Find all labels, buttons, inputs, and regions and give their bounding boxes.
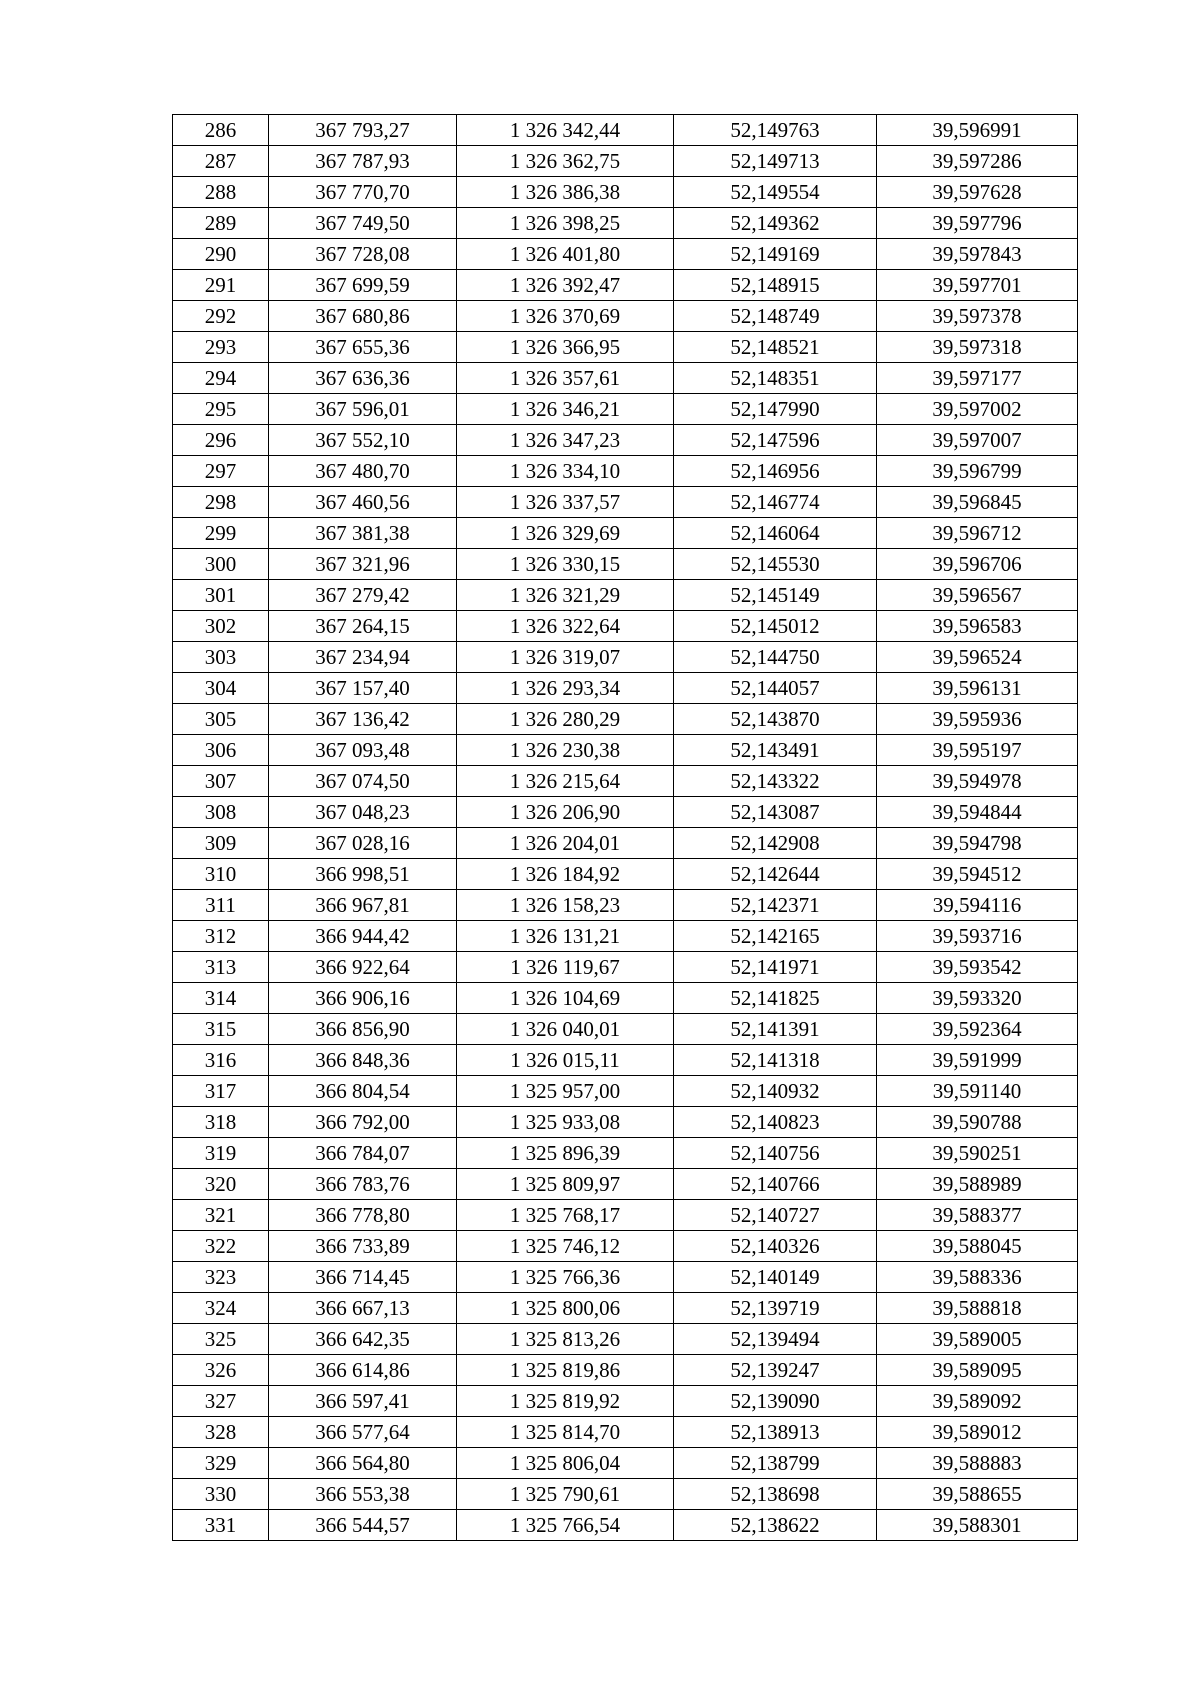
longitude-cell: 39,588883 xyxy=(877,1448,1078,1479)
latitude-cell: 52,149554 xyxy=(674,177,877,208)
x-coordinate-cell: 366 614,86 xyxy=(269,1355,457,1386)
longitude-cell: 39,588818 xyxy=(877,1293,1078,1324)
x-coordinate-cell: 366 577,64 xyxy=(269,1417,457,1448)
x-coordinate-cell: 367 793,27 xyxy=(269,115,457,146)
longitude-cell: 39,596567 xyxy=(877,580,1078,611)
x-coordinate-cell: 366 564,80 xyxy=(269,1448,457,1479)
x-coordinate-cell: 366 778,80 xyxy=(269,1200,457,1231)
x-coordinate-cell: 367 655,36 xyxy=(269,332,457,363)
y-coordinate-cell: 1 326 330,15 xyxy=(457,549,674,580)
point-number-cell: 312 xyxy=(173,921,269,952)
x-coordinate-cell: 366 998,51 xyxy=(269,859,457,890)
longitude-cell: 39,596991 xyxy=(877,115,1078,146)
longitude-cell: 39,596131 xyxy=(877,673,1078,704)
table-row xyxy=(173,239,1078,270)
table-row xyxy=(173,1045,1078,1076)
longitude-cell: 39,596845 xyxy=(877,487,1078,518)
table-row xyxy=(173,146,1078,177)
x-coordinate-cell: 367 264,15 xyxy=(269,611,457,642)
table-row xyxy=(173,1138,1078,1169)
longitude-cell: 39,590251 xyxy=(877,1138,1078,1169)
latitude-cell: 52,145530 xyxy=(674,549,877,580)
longitude-cell: 39,589095 xyxy=(877,1355,1078,1386)
latitude-cell: 52,138799 xyxy=(674,1448,877,1479)
x-coordinate-cell: 366 944,42 xyxy=(269,921,457,952)
point-number-cell: 298 xyxy=(173,487,269,518)
latitude-cell: 52,143870 xyxy=(674,704,877,735)
latitude-cell: 52,149362 xyxy=(674,208,877,239)
point-number-cell: 290 xyxy=(173,239,269,270)
table-row xyxy=(173,394,1078,425)
table-row xyxy=(173,766,1078,797)
x-coordinate-cell: 366 967,81 xyxy=(269,890,457,921)
x-coordinate-cell: 367 074,50 xyxy=(269,766,457,797)
longitude-cell: 39,595936 xyxy=(877,704,1078,735)
y-coordinate-cell: 1 325 790,61 xyxy=(457,1479,674,1510)
table-row xyxy=(173,270,1078,301)
point-number-cell: 305 xyxy=(173,704,269,735)
table-row xyxy=(173,518,1078,549)
y-coordinate-cell: 1 326 392,47 xyxy=(457,270,674,301)
point-number-cell: 318 xyxy=(173,1107,269,1138)
table-row xyxy=(173,797,1078,828)
longitude-cell: 39,591140 xyxy=(877,1076,1078,1107)
x-coordinate-cell: 367 460,56 xyxy=(269,487,457,518)
table-row xyxy=(173,1200,1078,1231)
longitude-cell: 39,589012 xyxy=(877,1417,1078,1448)
table-row xyxy=(173,115,1078,146)
latitude-cell: 52,147990 xyxy=(674,394,877,425)
table-row xyxy=(173,1510,1078,1541)
table-row xyxy=(173,952,1078,983)
point-number-cell: 304 xyxy=(173,673,269,704)
y-coordinate-cell: 1 326 346,21 xyxy=(457,394,674,425)
latitude-cell: 52,140326 xyxy=(674,1231,877,1262)
point-number-cell: 323 xyxy=(173,1262,269,1293)
x-coordinate-cell: 367 480,70 xyxy=(269,456,457,487)
x-coordinate-cell: 366 597,41 xyxy=(269,1386,457,1417)
y-coordinate-cell: 1 325 896,39 xyxy=(457,1138,674,1169)
table-row xyxy=(173,1169,1078,1200)
point-number-cell: 308 xyxy=(173,797,269,828)
x-coordinate-cell: 366 792,00 xyxy=(269,1107,457,1138)
y-coordinate-cell: 1 326 119,67 xyxy=(457,952,674,983)
x-coordinate-cell: 367 770,70 xyxy=(269,177,457,208)
latitude-cell: 52,140766 xyxy=(674,1169,877,1200)
x-coordinate-cell: 366 856,90 xyxy=(269,1014,457,1045)
longitude-cell: 39,594512 xyxy=(877,859,1078,890)
latitude-cell: 52,139090 xyxy=(674,1386,877,1417)
longitude-cell: 39,596524 xyxy=(877,642,1078,673)
longitude-cell: 39,597378 xyxy=(877,301,1078,332)
x-coordinate-cell: 366 848,36 xyxy=(269,1045,457,1076)
y-coordinate-cell: 1 325 806,04 xyxy=(457,1448,674,1479)
latitude-cell: 52,146956 xyxy=(674,456,877,487)
x-coordinate-cell: 367 596,01 xyxy=(269,394,457,425)
point-number-cell: 303 xyxy=(173,642,269,673)
longitude-cell: 39,597843 xyxy=(877,239,1078,270)
point-number-cell: 310 xyxy=(173,859,269,890)
point-number-cell: 294 xyxy=(173,363,269,394)
table-row xyxy=(173,828,1078,859)
latitude-cell: 52,142165 xyxy=(674,921,877,952)
latitude-cell: 52,143322 xyxy=(674,766,877,797)
x-coordinate-cell: 366 784,07 xyxy=(269,1138,457,1169)
coordinates-table-body xyxy=(173,115,1078,1541)
table-row xyxy=(173,487,1078,518)
latitude-cell: 52,143491 xyxy=(674,735,877,766)
longitude-cell: 39,594978 xyxy=(877,766,1078,797)
y-coordinate-cell: 1 326 131,21 xyxy=(457,921,674,952)
y-coordinate-cell: 1 326 386,38 xyxy=(457,177,674,208)
point-number-cell: 326 xyxy=(173,1355,269,1386)
point-number-cell: 319 xyxy=(173,1138,269,1169)
longitude-cell: 39,589092 xyxy=(877,1386,1078,1417)
table-row xyxy=(173,1293,1078,1324)
x-coordinate-cell: 367 787,93 xyxy=(269,146,457,177)
x-coordinate-cell: 367 048,23 xyxy=(269,797,457,828)
point-number-cell: 311 xyxy=(173,890,269,921)
y-coordinate-cell: 1 326 401,80 xyxy=(457,239,674,270)
x-coordinate-cell: 366 553,38 xyxy=(269,1479,457,1510)
table-row xyxy=(173,549,1078,580)
y-coordinate-cell: 1 326 204,01 xyxy=(457,828,674,859)
longitude-cell: 39,593542 xyxy=(877,952,1078,983)
x-coordinate-cell: 366 922,64 xyxy=(269,952,457,983)
longitude-cell: 39,591999 xyxy=(877,1045,1078,1076)
y-coordinate-cell: 1 326 015,11 xyxy=(457,1045,674,1076)
x-coordinate-cell: 367 279,42 xyxy=(269,580,457,611)
latitude-cell: 52,141391 xyxy=(674,1014,877,1045)
longitude-cell: 39,588655 xyxy=(877,1479,1078,1510)
y-coordinate-cell: 1 326 158,23 xyxy=(457,890,674,921)
table-row xyxy=(173,363,1078,394)
table-row xyxy=(173,1076,1078,1107)
point-number-cell: 313 xyxy=(173,952,269,983)
y-coordinate-cell: 1 326 347,23 xyxy=(457,425,674,456)
latitude-cell: 52,140932 xyxy=(674,1076,877,1107)
latitude-cell: 52,142644 xyxy=(674,859,877,890)
point-number-cell: 306 xyxy=(173,735,269,766)
table-row xyxy=(173,735,1078,766)
latitude-cell: 52,149763 xyxy=(674,115,877,146)
y-coordinate-cell: 1 326 366,95 xyxy=(457,332,674,363)
longitude-cell: 39,593716 xyxy=(877,921,1078,952)
point-number-cell: 291 xyxy=(173,270,269,301)
y-coordinate-cell: 1 325 809,97 xyxy=(457,1169,674,1200)
table-row xyxy=(173,1107,1078,1138)
point-number-cell: 309 xyxy=(173,828,269,859)
y-coordinate-cell: 1 326 322,64 xyxy=(457,611,674,642)
longitude-cell: 39,594844 xyxy=(877,797,1078,828)
latitude-cell: 52,141318 xyxy=(674,1045,877,1076)
point-number-cell: 320 xyxy=(173,1169,269,1200)
longitude-cell: 39,594798 xyxy=(877,828,1078,859)
longitude-cell: 39,589005 xyxy=(877,1324,1078,1355)
table-row xyxy=(173,1262,1078,1293)
point-number-cell: 328 xyxy=(173,1417,269,1448)
table-row xyxy=(173,921,1078,952)
latitude-cell: 52,147596 xyxy=(674,425,877,456)
latitude-cell: 52,140149 xyxy=(674,1262,877,1293)
point-number-cell: 301 xyxy=(173,580,269,611)
point-number-cell: 297 xyxy=(173,456,269,487)
point-number-cell: 292 xyxy=(173,301,269,332)
table-row xyxy=(173,1231,1078,1262)
x-coordinate-cell: 366 783,76 xyxy=(269,1169,457,1200)
table-row xyxy=(173,1014,1078,1045)
y-coordinate-cell: 1 326 293,34 xyxy=(457,673,674,704)
x-coordinate-cell: 366 733,89 xyxy=(269,1231,457,1262)
latitude-cell: 52,140756 xyxy=(674,1138,877,1169)
y-coordinate-cell: 1 326 342,44 xyxy=(457,115,674,146)
table-row xyxy=(173,456,1078,487)
latitude-cell: 52,148915 xyxy=(674,270,877,301)
point-number-cell: 315 xyxy=(173,1014,269,1045)
y-coordinate-cell: 1 326 280,29 xyxy=(457,704,674,735)
x-coordinate-cell: 367 381,38 xyxy=(269,518,457,549)
longitude-cell: 39,594116 xyxy=(877,890,1078,921)
y-coordinate-cell: 1 326 230,38 xyxy=(457,735,674,766)
point-number-cell: 299 xyxy=(173,518,269,549)
y-coordinate-cell: 1 326 319,07 xyxy=(457,642,674,673)
table-row xyxy=(173,704,1078,735)
point-number-cell: 286 xyxy=(173,115,269,146)
x-coordinate-cell: 366 714,45 xyxy=(269,1262,457,1293)
longitude-cell: 39,597701 xyxy=(877,270,1078,301)
point-number-cell: 316 xyxy=(173,1045,269,1076)
table-row xyxy=(173,1386,1078,1417)
longitude-cell: 39,596706 xyxy=(877,549,1078,580)
longitude-cell: 39,588045 xyxy=(877,1231,1078,1262)
y-coordinate-cell: 1 325 933,08 xyxy=(457,1107,674,1138)
y-coordinate-cell: 1 326 040,01 xyxy=(457,1014,674,1045)
latitude-cell: 52,138913 xyxy=(674,1417,877,1448)
x-coordinate-cell: 367 093,48 xyxy=(269,735,457,766)
x-coordinate-cell: 367 749,50 xyxy=(269,208,457,239)
latitude-cell: 52,148351 xyxy=(674,363,877,394)
point-number-cell: 331 xyxy=(173,1510,269,1541)
x-coordinate-cell: 366 906,16 xyxy=(269,983,457,1014)
latitude-cell: 52,145149 xyxy=(674,580,877,611)
table-row xyxy=(173,1479,1078,1510)
point-number-cell: 329 xyxy=(173,1448,269,1479)
table-row xyxy=(173,1355,1078,1386)
latitude-cell: 52,142371 xyxy=(674,890,877,921)
table-row xyxy=(173,890,1078,921)
point-number-cell: 287 xyxy=(173,146,269,177)
latitude-cell: 52,138698 xyxy=(674,1479,877,1510)
point-number-cell: 314 xyxy=(173,983,269,1014)
table-row xyxy=(173,425,1078,456)
table-row xyxy=(173,332,1078,363)
longitude-cell: 39,597177 xyxy=(877,363,1078,394)
point-number-cell: 321 xyxy=(173,1200,269,1231)
point-number-cell: 295 xyxy=(173,394,269,425)
y-coordinate-cell: 1 325 766,36 xyxy=(457,1262,674,1293)
latitude-cell: 52,149713 xyxy=(674,146,877,177)
y-coordinate-cell: 1 325 819,92 xyxy=(457,1386,674,1417)
latitude-cell: 52,140727 xyxy=(674,1200,877,1231)
y-coordinate-cell: 1 326 337,57 xyxy=(457,487,674,518)
latitude-cell: 52,148749 xyxy=(674,301,877,332)
point-number-cell: 296 xyxy=(173,425,269,456)
y-coordinate-cell: 1 326 321,29 xyxy=(457,580,674,611)
y-coordinate-cell: 1 325 819,86 xyxy=(457,1355,674,1386)
latitude-cell: 52,146064 xyxy=(674,518,877,549)
table-row xyxy=(173,580,1078,611)
latitude-cell: 52,143087 xyxy=(674,797,877,828)
coordinates-table xyxy=(172,114,1078,1541)
y-coordinate-cell: 1 326 334,10 xyxy=(457,456,674,487)
table-row xyxy=(173,1417,1078,1448)
table-row xyxy=(173,859,1078,890)
table-row xyxy=(173,1448,1078,1479)
longitude-cell: 39,588301 xyxy=(877,1510,1078,1541)
longitude-cell: 39,595197 xyxy=(877,735,1078,766)
latitude-cell: 52,148521 xyxy=(674,332,877,363)
table-row xyxy=(173,611,1078,642)
point-number-cell: 300 xyxy=(173,549,269,580)
table-row xyxy=(173,673,1078,704)
y-coordinate-cell: 1 325 800,06 xyxy=(457,1293,674,1324)
longitude-cell: 39,588989 xyxy=(877,1169,1078,1200)
point-number-cell: 288 xyxy=(173,177,269,208)
longitude-cell: 39,597318 xyxy=(877,332,1078,363)
y-coordinate-cell: 1 325 814,70 xyxy=(457,1417,674,1448)
y-coordinate-cell: 1 326 357,61 xyxy=(457,363,674,394)
latitude-cell: 52,144057 xyxy=(674,673,877,704)
point-number-cell: 317 xyxy=(173,1076,269,1107)
point-number-cell: 289 xyxy=(173,208,269,239)
y-coordinate-cell: 1 326 329,69 xyxy=(457,518,674,549)
point-number-cell: 302 xyxy=(173,611,269,642)
longitude-cell: 39,597796 xyxy=(877,208,1078,239)
latitude-cell: 52,138622 xyxy=(674,1510,877,1541)
table-row xyxy=(173,177,1078,208)
y-coordinate-cell: 1 326 206,90 xyxy=(457,797,674,828)
y-coordinate-cell: 1 326 215,64 xyxy=(457,766,674,797)
x-coordinate-cell: 367 028,16 xyxy=(269,828,457,859)
longitude-cell: 39,596799 xyxy=(877,456,1078,487)
y-coordinate-cell: 1 326 398,25 xyxy=(457,208,674,239)
point-number-cell: 325 xyxy=(173,1324,269,1355)
point-number-cell: 293 xyxy=(173,332,269,363)
latitude-cell: 52,146774 xyxy=(674,487,877,518)
longitude-cell: 39,588377 xyxy=(877,1200,1078,1231)
table-row xyxy=(173,208,1078,239)
x-coordinate-cell: 367 136,42 xyxy=(269,704,457,735)
point-number-cell: 322 xyxy=(173,1231,269,1262)
longitude-cell: 39,596712 xyxy=(877,518,1078,549)
x-coordinate-cell: 366 642,35 xyxy=(269,1324,457,1355)
longitude-cell: 39,590788 xyxy=(877,1107,1078,1138)
x-coordinate-cell: 367 552,10 xyxy=(269,425,457,456)
x-coordinate-cell: 366 804,54 xyxy=(269,1076,457,1107)
longitude-cell: 39,592364 xyxy=(877,1014,1078,1045)
point-number-cell: 327 xyxy=(173,1386,269,1417)
point-number-cell: 330 xyxy=(173,1479,269,1510)
x-coordinate-cell: 367 636,36 xyxy=(269,363,457,394)
latitude-cell: 52,142908 xyxy=(674,828,877,859)
y-coordinate-cell: 1 326 370,69 xyxy=(457,301,674,332)
table-row xyxy=(173,301,1078,332)
x-coordinate-cell: 366 544,57 xyxy=(269,1510,457,1541)
x-coordinate-cell: 367 321,96 xyxy=(269,549,457,580)
latitude-cell: 52,139247 xyxy=(674,1355,877,1386)
latitude-cell: 52,139494 xyxy=(674,1324,877,1355)
y-coordinate-cell: 1 326 184,92 xyxy=(457,859,674,890)
x-coordinate-cell: 367 699,59 xyxy=(269,270,457,301)
x-coordinate-cell: 367 157,40 xyxy=(269,673,457,704)
latitude-cell: 52,141825 xyxy=(674,983,877,1014)
x-coordinate-cell: 367 234,94 xyxy=(269,642,457,673)
longitude-cell: 39,597002 xyxy=(877,394,1078,425)
longitude-cell: 39,593320 xyxy=(877,983,1078,1014)
latitude-cell: 52,140823 xyxy=(674,1107,877,1138)
y-coordinate-cell: 1 325 766,54 xyxy=(457,1510,674,1541)
point-number-cell: 307 xyxy=(173,766,269,797)
x-coordinate-cell: 367 728,08 xyxy=(269,239,457,270)
latitude-cell: 52,144750 xyxy=(674,642,877,673)
longitude-cell: 39,596583 xyxy=(877,611,1078,642)
y-coordinate-cell: 1 326 362,75 xyxy=(457,146,674,177)
y-coordinate-cell: 1 325 746,12 xyxy=(457,1231,674,1262)
latitude-cell: 52,149169 xyxy=(674,239,877,270)
longitude-cell: 39,597007 xyxy=(877,425,1078,456)
longitude-cell: 39,588336 xyxy=(877,1262,1078,1293)
table-row xyxy=(173,1324,1078,1355)
latitude-cell: 52,141971 xyxy=(674,952,877,983)
point-number-cell: 324 xyxy=(173,1293,269,1324)
latitude-cell: 52,145012 xyxy=(674,611,877,642)
y-coordinate-cell: 1 325 768,17 xyxy=(457,1200,674,1231)
longitude-cell: 39,597286 xyxy=(877,146,1078,177)
x-coordinate-cell: 366 667,13 xyxy=(269,1293,457,1324)
y-coordinate-cell: 1 326 104,69 xyxy=(457,983,674,1014)
table-row xyxy=(173,642,1078,673)
y-coordinate-cell: 1 325 957,00 xyxy=(457,1076,674,1107)
y-coordinate-cell: 1 325 813,26 xyxy=(457,1324,674,1355)
longitude-cell: 39,597628 xyxy=(877,177,1078,208)
table-row xyxy=(173,983,1078,1014)
x-coordinate-cell: 367 680,86 xyxy=(269,301,457,332)
latitude-cell: 52,139719 xyxy=(674,1293,877,1324)
